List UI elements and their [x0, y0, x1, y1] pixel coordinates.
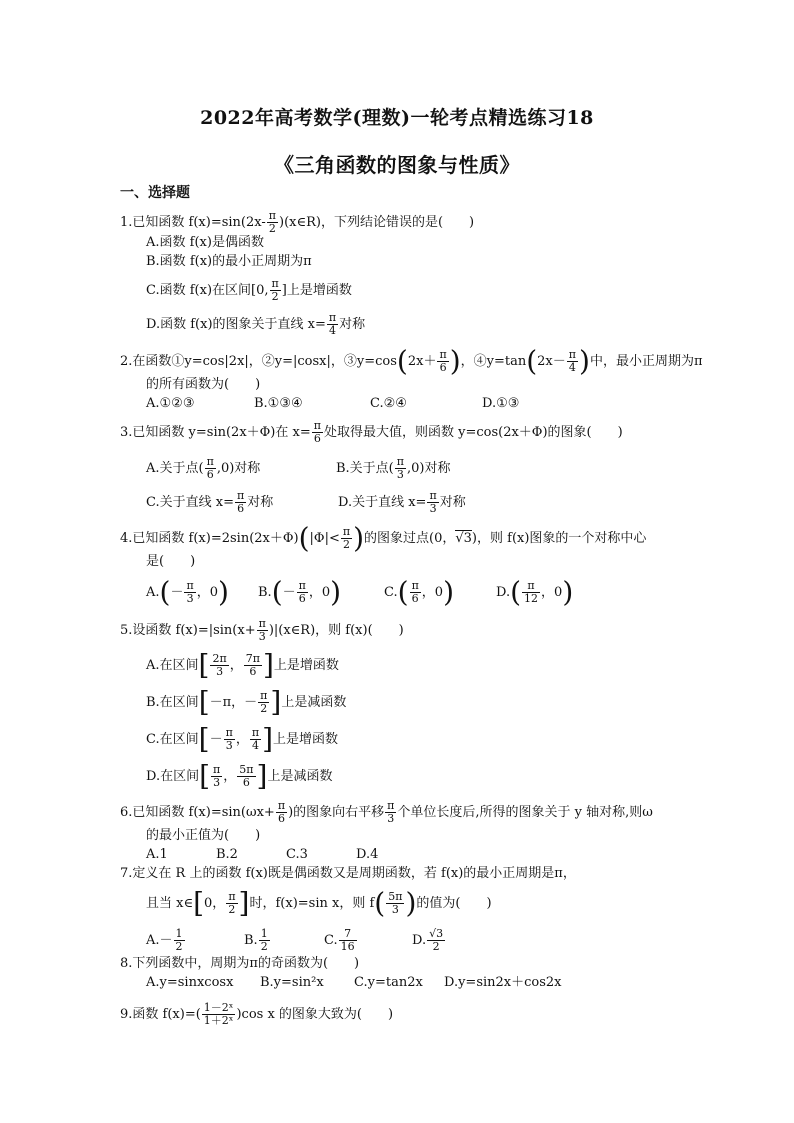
fraction: $\frac{\pi}{3}$: [258, 617, 266, 643]
question-7-option-b: B. $\frac{1}{2}$: [244, 927, 268, 953]
question-5-option-d: D.在区间[ $\frac{\pi}{3}$ ， $\frac{5\pi}{6}$ ]上是减函数: [146, 759, 333, 793]
fraction: $\frac{5\pi}{3}$: [388, 890, 403, 916]
question-2-option-d: D.①③: [482, 396, 520, 411]
page-title: 2022年高考数学(理数)一轮考点精选练习18: [200, 107, 594, 129]
question-4-option-a: A.(－ $\frac{\pi}{3}$ ，0): [146, 575, 229, 609]
question-2-stem: 2.在函数①y=cos|2x|，②y=|cosx|，③y=cos(2x＋ $\frac{\pi}{6}$ )，④y=tan(2x－ $\frac{\pi}{4}$ )中，最小正周期为π: [120, 344, 703, 378]
question-7-line2: 且当 x∈[0， $\frac{\pi}{2}$ ]时，f(x)=sin x，则 f( $\frac{5\pi}{3}$ )的值为( ): [146, 886, 492, 920]
fraction: $\frac{\pi}{6}$: [313, 419, 321, 445]
fraction: $\frac{\pi}{2}$: [342, 525, 351, 551]
fraction: $\frac{\pi}{2}$: [260, 689, 268, 715]
question-5-stem: 5.设函数 f(x)=|sin(x+ $\frac{\pi}{3}$ )|(x∈R)，则 f(x)( ): [120, 617, 404, 643]
fraction: $\frac{\pi}{3}$: [396, 455, 404, 481]
fraction: $\frac{1}{2}$: [175, 927, 183, 953]
fraction: $\frac{\pi}{3}$: [186, 579, 194, 605]
fraction: $\frac{√3}{2}$: [429, 927, 444, 953]
fraction: $\frac{\pi}{6}$: [411, 579, 419, 605]
question-6-option-c: C.3: [286, 847, 308, 862]
question-2-line2: 的所有函数为( ): [146, 377, 261, 392]
question-8-stem: 8.下列函数中，周期为π的奇函数为( ): [120, 956, 360, 971]
question-4-option-b: B.(－ $\frac{\pi}{6}$ ，0): [258, 575, 342, 609]
question-3-option-b: B.关于点( $\frac{\pi}{3}$ ,0)对称: [336, 455, 451, 481]
question-9-stem: 9.函数 f(x)=( $\frac{\text{1－2ˣ}}{\text{1＋2ˣ}}$ )cos x 的图象大致为( ): [120, 1001, 394, 1027]
question-3-option-c: C.关于直线 x= $\frac{\pi}{6}$ 对称: [146, 489, 274, 515]
question-3-option-a: A.关于点( $\frac{\pi}{6}$ ,0)对称: [146, 455, 261, 481]
fraction: $\frac{\pi}{4}$: [328, 311, 337, 337]
fraction: $\frac{\pi}{12}$: [524, 579, 539, 605]
fraction: $\frac{\pi}{4}$: [568, 348, 576, 374]
question-8-option-a: A.y=sinxcosx: [146, 975, 234, 990]
fraction: $\frac{5\pi}{6}$: [239, 763, 254, 789]
question-1-option-d: D.函数 f(x)的图象关于直线 x= $\frac{\pi}{4}$ 对称: [146, 311, 366, 337]
question-2-option-b: B.①③④: [254, 396, 303, 411]
question-1-option-c: C.函数 f(x)在区间[0, $\frac{\pi}{2}$ ]上是增函数: [146, 277, 352, 303]
fraction: $\frac{\pi}{4}$: [251, 726, 260, 752]
fraction: $\frac{2\pi}{3}$: [212, 652, 227, 678]
question-6-option-d: D.4: [356, 847, 379, 862]
fraction: $\frac{\pi}{3}$: [429, 489, 437, 515]
question-8-option-b: B.y=sin²x: [260, 975, 324, 990]
question-6-line2: 的最小正值为( ): [146, 828, 261, 843]
question-3-option-d: D.关于直线 x= $\frac{\pi}{3}$ 对称: [338, 489, 466, 515]
fraction: $\frac{7}{16}$: [340, 927, 355, 953]
question-8-option-c: C.y=tan2x: [354, 975, 423, 990]
question-4-option-d: D.( $\frac{\pi}{12}$ ，0): [496, 575, 574, 609]
fraction: $\frac{\text{1－2ˣ}}{\text{1＋2ˣ}}$: [203, 1001, 234, 1027]
fraction: $\frac{7\pi}{6}$: [245, 652, 260, 678]
fraction: $\frac{\pi}{3}$: [213, 763, 221, 789]
question-6-stem: 6.已知函数 f(x)=sin(ωx+ $\frac{\pi}{6}$ )的图象向右平移 $\frac{\pi}{3}$ 个单位长度后,所得的图象关于 y 轴对称,则ω: [120, 799, 653, 825]
question-7-line1: 7.定义在 R 上的函数 f(x)既是偶函数又是周期函数，若 f(x)的最小正周期是π，: [120, 866, 576, 881]
section-heading: 一、选择题: [120, 185, 190, 201]
question-4-line2: 是( ): [146, 554, 196, 569]
fraction: $\frac{\pi}{2}$: [271, 277, 279, 303]
question-8-option-d: D.y=sin2x＋cos2x: [444, 975, 562, 990]
fraction: $\frac{\pi}{2}$: [268, 209, 276, 235]
fraction: $\frac{\pi}{2}$: [228, 890, 236, 916]
fraction: $\frac{\pi}{6}$: [206, 455, 214, 481]
question-1-option-b: B.函数 f(x)的最小正周期为π: [146, 254, 312, 269]
fraction: $\frac{\pi}{6}$: [236, 489, 245, 515]
question-5-option-c: C.在区间[－ $\frac{\pi}{3}$ ， $\frac{\pi}{4}$ ]上是增函数: [146, 722, 339, 756]
question-4-option-c: C.( $\frac{\pi}{6}$ ，0): [384, 575, 455, 609]
question-7-option-a: A.－ $\frac{1}{2}$: [146, 927, 183, 953]
question-1-option-a: A.函数 f(x)是偶函数: [146, 235, 264, 250]
question-7-option-c: C. $\frac{7}{16}$: [324, 927, 355, 953]
fraction: $\frac{\pi}{6}$: [277, 799, 286, 825]
question-2-option-a: A.①②③: [146, 396, 195, 411]
question-6-option-b: B.2: [216, 847, 238, 862]
fraction: $\frac{1}{2}$: [260, 927, 268, 953]
question-6-option-a: A.1: [146, 847, 168, 862]
fraction: $\frac{\pi}{3}$: [387, 799, 395, 825]
question-5-option-a: A.在区间[ $\frac{2\pi}{3}$ ， $\frac{7\pi}{6}$ ]上是增函数: [146, 648, 339, 682]
question-5-option-b: B.在区间[－π，－ $\frac{\pi}{2}$ ]上是减函数: [146, 685, 347, 719]
fraction: $\frac{\pi}{6}$: [439, 348, 447, 374]
fraction: $\frac{\pi}{6}$: [298, 579, 306, 605]
fraction: $\frac{\pi}{3}$: [225, 726, 233, 752]
question-3-stem: 3.已知函数 y=sin(2x＋Φ)在 x= $\frac{\pi}{6}$ 处取得最大值，则函数 y=cos(2x＋Φ)的图象( ): [120, 419, 623, 445]
question-1-stem: 1.已知函数 f(x)=sin(2x- $\frac{\pi}{2}$ )(x∈R)，下列结论错误的是( ): [120, 209, 475, 235]
question-2-option-c: C.②④: [370, 396, 407, 411]
question-4-stem: 4.已知函数 f(x)=2sin(2x＋Φ)(|Φ|< $\frac{\pi}{2}$ )的图象过点(0，√3)，则 f(x)图象的一个对称中心: [120, 521, 647, 555]
question-7-option-d: D. $\frac{√3}{2}$: [412, 927, 444, 953]
page-subtitle: 《三角函数的图象与性质》: [274, 153, 520, 177]
